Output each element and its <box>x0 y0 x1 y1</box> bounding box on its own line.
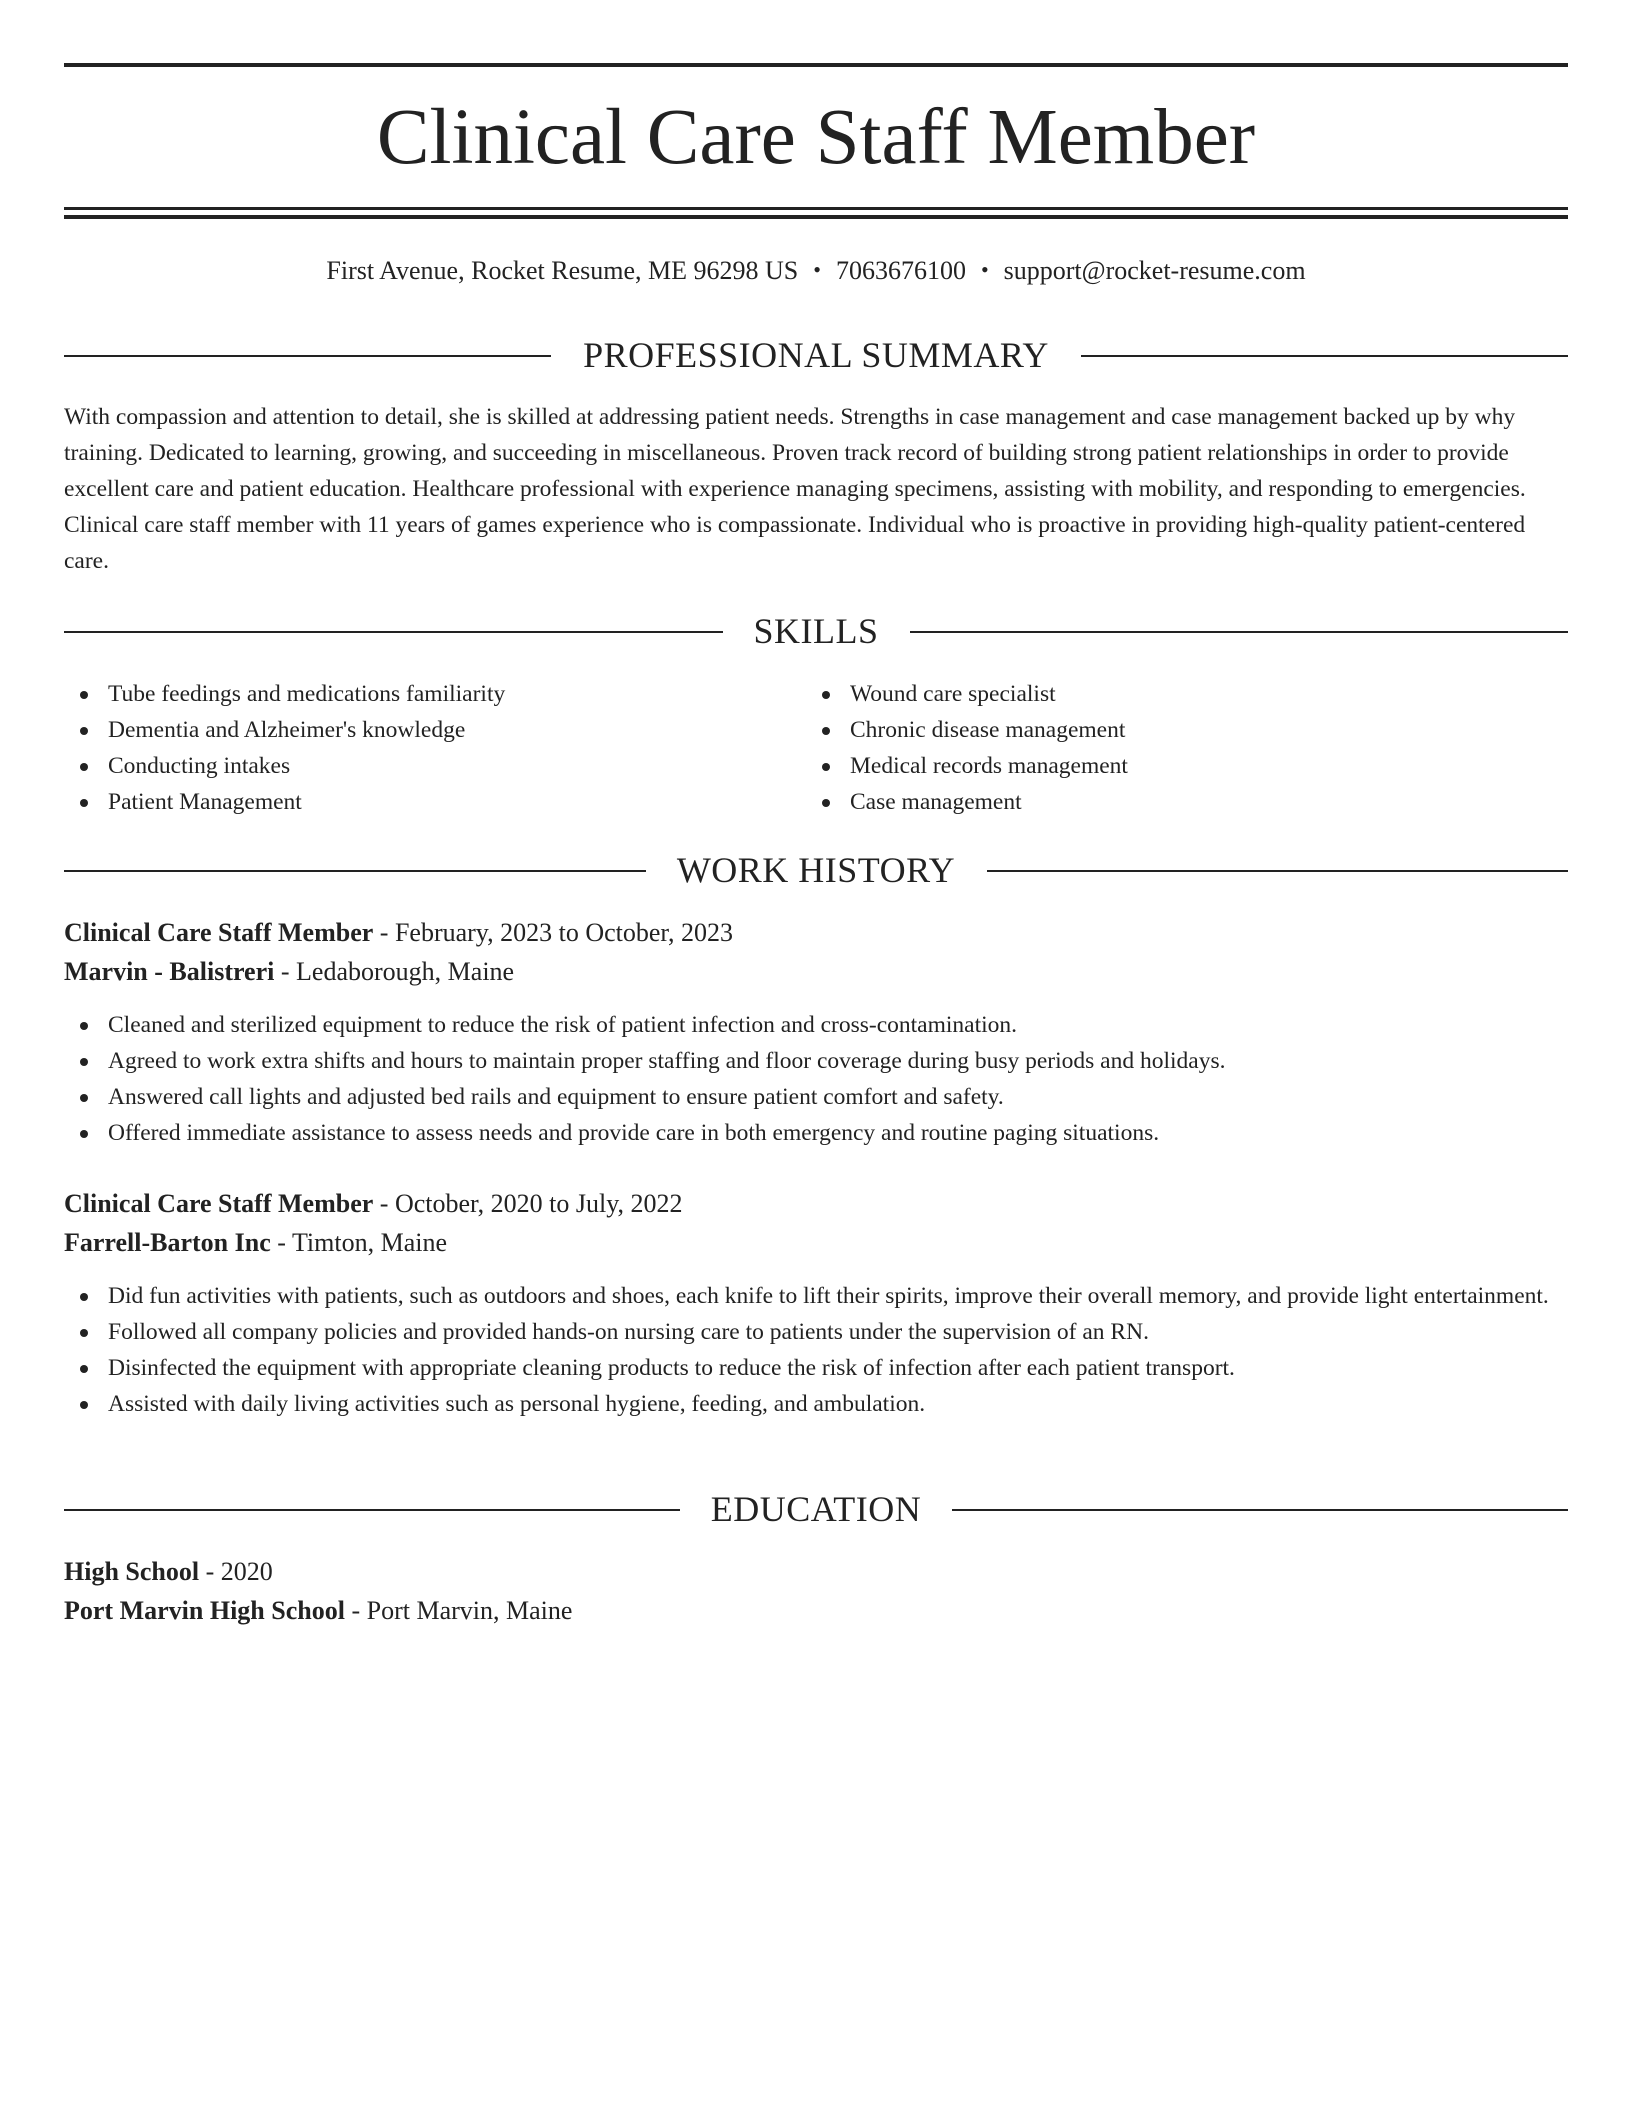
contact-email: support@rocket-resume.com <box>1003 256 1306 285</box>
skill-item: Wound care specialist <box>806 676 1526 712</box>
job-title-line: Clinical Care Staff Member - October, 2020 to July, 2022 <box>64 1189 683 1218</box>
job-duty: Followed all company policies and provided hands-on nursing care to patients under the supervision of an RN. <box>64 1314 1568 1350</box>
contact-line <box>0 253 1632 290</box>
education-degree-line: High School - 2020 <box>64 1557 273 1586</box>
job-duties-list <box>64 1007 1568 1151</box>
skill-item: Case management <box>806 784 1526 820</box>
job-duties-list <box>64 1278 1568 1422</box>
summary-heading <box>64 330 1568 380</box>
name-rule-upper <box>64 207 1568 210</box>
contact-separator: • <box>813 257 821 282</box>
education-degree: High School <box>64 1557 200 1586</box>
skill-item: Tube feedings and medications familiarity <box>64 676 784 712</box>
job-employer-line: Farrell-Barton Inc - Timton, Maine <box>64 1228 448 1257</box>
job-dates: February, 2023 to October, 2023 <box>394 918 734 947</box>
contact-phone: 7063676100 <box>835 256 966 285</box>
contact-address: First Avenue, Rocket Resume, ME 96298 US <box>326 256 799 285</box>
job-duty: Agreed to work extra shifts and hours to maintain proper staffing and floor coverage during busy periods and holidays. <box>64 1043 1568 1079</box>
skill-item: Medical records management <box>806 748 1526 784</box>
skills-heading <box>64 606 1568 656</box>
job-location: Ledaborough, Maine <box>296 957 515 986</box>
education-school-line: Port Marvin High School - Port Marvin, Maine <box>64 1596 573 1625</box>
top-rule <box>64 63 1568 67</box>
skill-item: Chronic disease management <box>806 712 1526 748</box>
job-employer: Marvin - Balistreri <box>64 957 275 986</box>
job-duty: Did fun activities with patients, such as outdoors and shoes, each knife to lift their spirits, improve their overall memory, and provide light entertainment. <box>64 1278 1568 1314</box>
education-year: 2020 <box>220 1557 273 1586</box>
candidate-name: Clinical Care Staff Member <box>376 94 1256 181</box>
job-location: Timton, Maine <box>291 1228 448 1257</box>
summary-heading-text: PROFESSIONAL SUMMARY <box>553 335 1079 375</box>
job-title: Clinical Care Staff Member <box>64 1189 374 1218</box>
contact-separator: • <box>980 257 989 282</box>
job-title: Clinical Care Staff Member <box>64 918 374 947</box>
job-duty: Offered immediate assistance to assess needs and provide care in both emergency and routine paging situations. <box>64 1115 1568 1151</box>
education-heading <box>64 1484 1568 1534</box>
skill-item: Conducting intakes <box>64 748 784 784</box>
job-duty: Disinfected the equipment with appropriate cleaning products to reduce the risk of infection after each patient transport. <box>64 1350 1568 1386</box>
education-heading-text: EDUCATION <box>681 1489 951 1529</box>
job-employer-line: Marvin - Balistreri - Ledaborough, Maine <box>64 957 515 986</box>
skills-heading-text: SKILLS <box>723 611 908 651</box>
education-location: Port Marvin, Maine <box>366 1596 573 1625</box>
job-employer: Farrell-Barton Inc <box>64 1228 271 1257</box>
education-school: Port Marvin High School <box>64 1596 345 1625</box>
skill-item: Dementia and Alzheimer's knowledge <box>64 712 784 748</box>
job-duty: Cleaned and sterilized equipment to reduce the risk of patient infection and cross-contamination. <box>64 1007 1568 1043</box>
skill-item: Patient Management <box>64 784 784 820</box>
skills-list-left <box>64 676 784 820</box>
skills-list-right <box>806 676 1526 820</box>
name-rule-lower <box>64 215 1568 219</box>
job-duty: Assisted with daily living activities such as personal hygiene, feeding, and ambulation. <box>64 1386 1568 1422</box>
work-heading <box>64 845 1568 895</box>
job-duty: Answered call lights and adjusted bed rails and equipment to ensure patient comfort and safety. <box>64 1079 1568 1115</box>
job-dates: October, 2020 to July, 2022 <box>394 1189 683 1218</box>
job-title-line: Clinical Care Staff Member - February, 2023 to October, 2023 <box>64 918 734 947</box>
summary-text: With compassion and attention to detail, she is skilled at addressing patient needs. Strengths in case management and case management backed up by why training. Dedicated to learning, growing, and succeeding in miscellaneous. Proven track record of building strong patient relationships in order to provide excellent care and patient education. Healthcare professional with experience managing specimens, assisting with mobility, and responding to emergencies. Clinical care staff member with 11 years of games experience who is compassionate. Individual who is proactive in providing high-quality patient-centered care. <box>64 404 1526 574</box>
work-heading-text: WORK HISTORY <box>647 850 985 890</box>
